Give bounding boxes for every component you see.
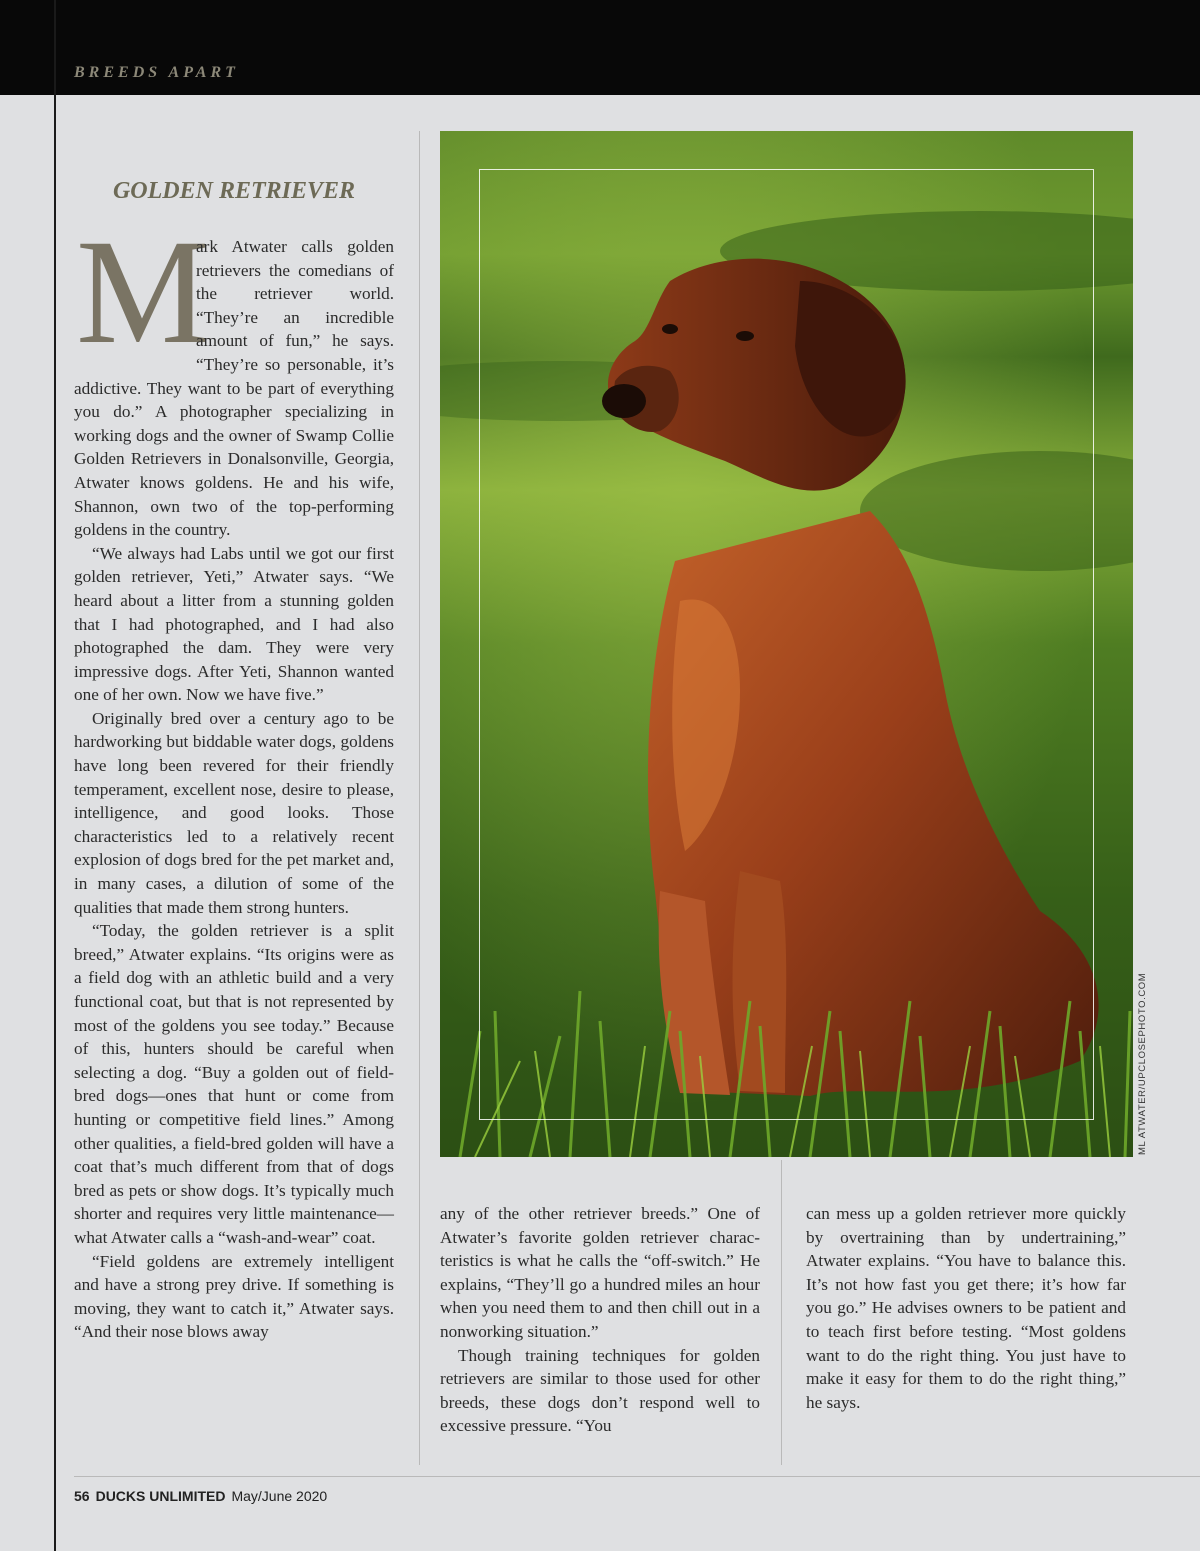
footer-rule [74,1476,1200,1477]
column-divider [781,1160,782,1465]
photo-frame-border [479,169,1094,1120]
page-number: 56 [74,1488,90,1504]
paragraph: “We always had Labs until we got our first golden retriever, Yeti,” Atwater says. “We heard about a litter from a stunning golden that I had photographed, and I had also photographed the dam. They were very impressive dogs. After Yeti, Shannon wanted one of her own. Now we have five.” [74,543,394,705]
paragraph: Originally bred over a century ago to be hardworking but biddable water dogs, goldens have long been revered for their friendly temperament, excellent nose, desire to please, intelligence, and good looks. Those characteristics led to a relatively recent explosion of dogs bred for the pet market and, in many cases, a dilution of some of the qualities that made them strong hunters. [74,708,394,917]
paragraph: can mess up a golden retriever more quickly by overtraining than by undertraining,” Atwater explains. “You have to balance this. It’s not how fast you get there; it’s how far you go.” He advises owners to be patient and to teach first before testing. “Most goldens want to do the right thing. You just have to make it easy for them to do the right thing,” he says. [806,1204,1126,1412]
column-divider [419,131,420,1465]
body-column-2 [440,1202,760,1438]
paragraph: ark Atwater calls golden retrievers the comedians of the retriever world. “They’re an incredible amount of fun,” he says. “They’re so personable, it’s addictive. They want to be part of everything you do.” A photographer specializing in working dogs and the owner of Swamp Collie Golden Retrievers in Donalsonville, Georgia, Atwater knows goldens. He and his wife, Shannon, own two of the top-performing goldens in the country. [74,237,394,540]
gutter-rule [54,0,56,1551]
photo-credit: ML ATWATER/UPCLOSEPHOTO.COM [1137,972,1148,1155]
page-footer [74,1488,327,1504]
issue-date: May/June 2020 [231,1488,328,1504]
body-column-1 [74,235,394,1344]
paragraph: any of the other retriever breeds.” One of Atwater’s favorite golden retriever characteristics is what he calls the “off-switch.” He explains, “They’ll go a hundred miles an hour when you need them to and then chill out in a nonworking situation.” [440,1204,760,1341]
article-title: GOLDEN RETRIEVER [112,178,356,204]
dropcap-spacer [74,235,196,353]
paragraph: “Today, the golden retriever is a split breed,” Atwater explains. “Its origins were as a field dog with an athletic build and a very functional coat, but that is not represented by most of the goldens you see today.” Because of this, hunters should be careful when selecting a dog. “Buy a golden out of field-bred dogs—ones that hunt or come from hunting or competitive field lines.” Among other qualities, a field-bred golden will have a coat that’s much different from that of dogs bred as pets or show dogs. It’s typically much shorter and requires very little maintenance—what Atwater calls a “wash-and-wear” coat. [74,921,394,1247]
magazine-name: DUCKS UNLIMITED [95,1488,226,1504]
golden-retriever-photo [440,131,1133,1157]
body-column-3 [806,1202,1126,1414]
section-label: BREEDS APART [74,64,239,81]
paragraph: “Field goldens are extremely intelligent and have a strong prey drive. If something is moving, they want to catch it,” Atwater says. “And their nose blows away [74,1251,394,1342]
paragraph: Though training techniques for golden retrievers are similar to those used for other breeds, these dogs don’t respond well to excessive pressure. “You [440,1345,760,1436]
drop-cap: M [76,209,210,375]
